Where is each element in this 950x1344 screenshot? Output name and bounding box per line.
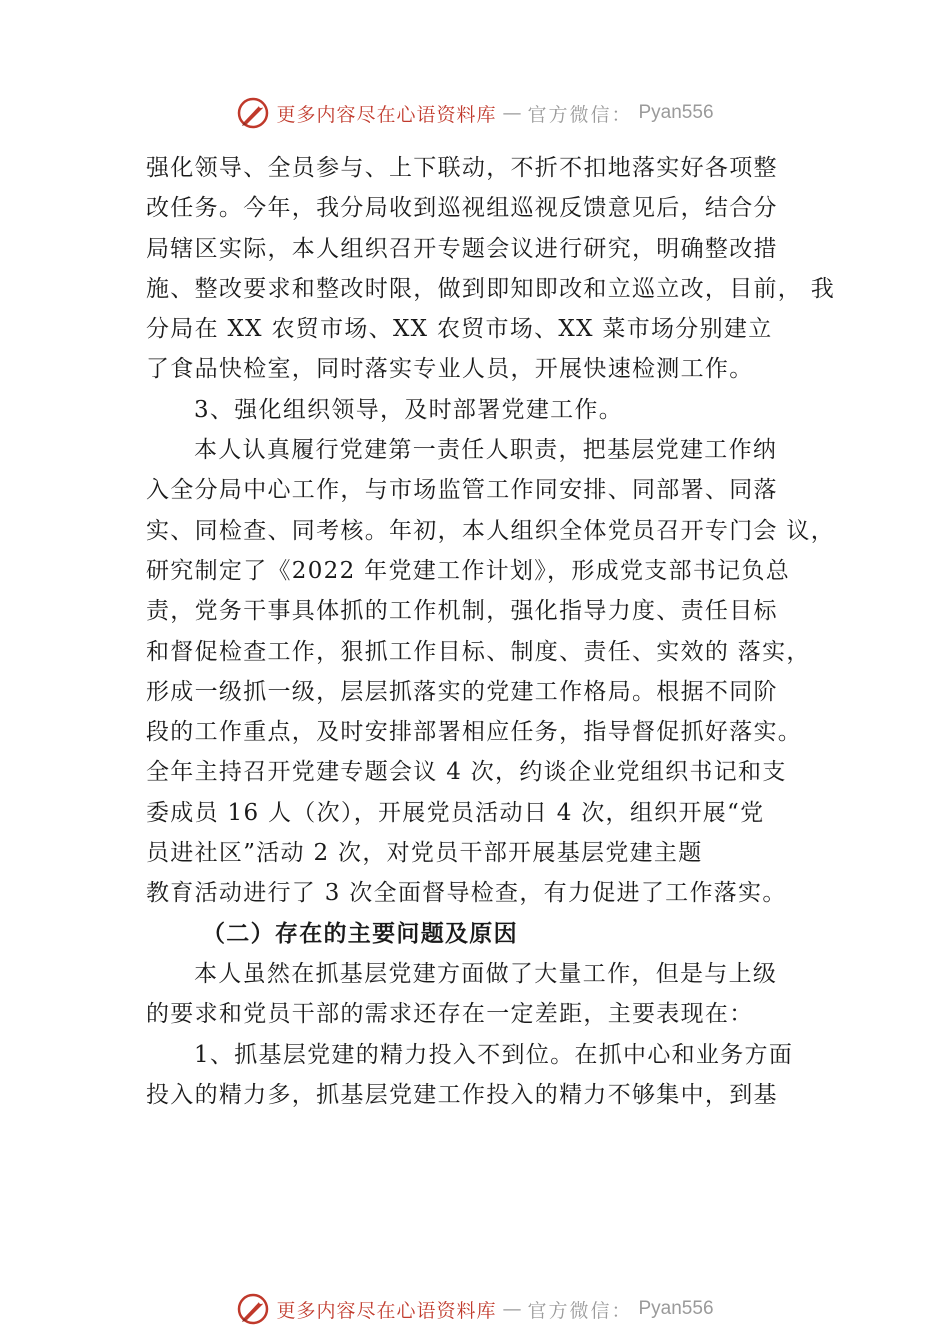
banner-wechat-label: 官方微信：	[527, 103, 633, 126]
body-line: 形成一级抓一级，层层抓落实的党建工作格局。根据不同阶	[146, 678, 778, 705]
body-line: 全年主持召开党建专题会议 4 次，约谈企业党组织书记和支	[146, 759, 787, 786]
body-line: 了食品快检室，同时落实专业人员，开展快速检测工作。	[146, 356, 754, 383]
body-line: 改任务。今年，我分局收到巡视组巡视反馈意见后，结合分	[146, 195, 778, 222]
body-line: 入全分局中心工作，与市场监管工作同安排、同部署、同落	[146, 477, 778, 504]
banner-wechat-id: Pyan556	[638, 1298, 714, 1319]
body-line: 和督促检查工作，狠抓工作目标、制度、责任、实效的 落实，	[146, 638, 811, 665]
body-line: 局辖区实际，本人组织召开专题会议进行研究，明确整改措	[146, 235, 778, 262]
body-line: 段的工作重点，及时安排部署相应任务，指导督促抓好落实。	[146, 719, 803, 746]
body-line: 1、抓基层党建的精力投入不到位。在抓中心和业务方面	[194, 1041, 794, 1068]
banner-wechat-label: 官方微信：	[527, 1299, 633, 1322]
body-line: 教育活动进行了 3 次全面督导检查，有力促进了工作落实。	[146, 880, 787, 907]
banner-title: 更多内容尽在心语资料库	[276, 1299, 497, 1322]
banner-title: 更多内容尽在心语资料库	[276, 103, 497, 126]
body-line: 的要求和党员干部的需求还存在一定差距，主要表现在：	[146, 1001, 754, 1028]
banner-dash: —	[502, 102, 522, 124]
body-line: 施、整改要求和整改时限，做到即知即改和立巡立改，目前， 我	[146, 275, 836, 302]
body-line: 研究制定了《2022 年党建工作计划》，形成党支部书记负总	[146, 557, 791, 584]
header-banner	[0, 93, 950, 133]
body-line: 员进社区”活动 2 次，对党员干部开展基层党建主题	[146, 840, 703, 867]
body-line: 责，党务干事具体抓的工作机制，强化指导力度、责任目标	[146, 598, 778, 625]
banner-dash: —	[502, 1298, 522, 1320]
body-line: 投入的精力多，抓基层党建工作投入的精力不够集中，到基	[146, 1081, 778, 1108]
body-line: 分局在 XX 农贸市场、XX 农贸市场、XX 菜市场分别建立	[146, 316, 773, 343]
pen-logo-icon	[236, 96, 270, 130]
section-subheading: 3、强化组织领导，及时部署党建工作。	[194, 396, 624, 423]
body-line: 强化领导、全员参与、上下联动，不折不扣地落实好各项整	[146, 155, 778, 181]
body-line: 本人虽然在抓基层党建方面做了大量工作，但是与上级	[194, 960, 778, 987]
body-line: 委成员 16 人（次），开展党员活动日 4 次，组织开展“党	[146, 799, 765, 826]
pen-logo-icon	[236, 1292, 270, 1326]
banner-wechat-id: Pyan556	[638, 102, 714, 123]
section-heading: （二）存在的主要问题及原因	[202, 919, 518, 947]
document-body	[146, 148, 836, 1115]
body-line: 实、同检查、同考核。年初，本人组织全体党员召开专门会 议，	[146, 517, 836, 544]
footer-banner	[0, 1289, 950, 1329]
body-line: 本人认真履行党建第一责任人职责，把基层党建工作纳	[194, 437, 778, 464]
